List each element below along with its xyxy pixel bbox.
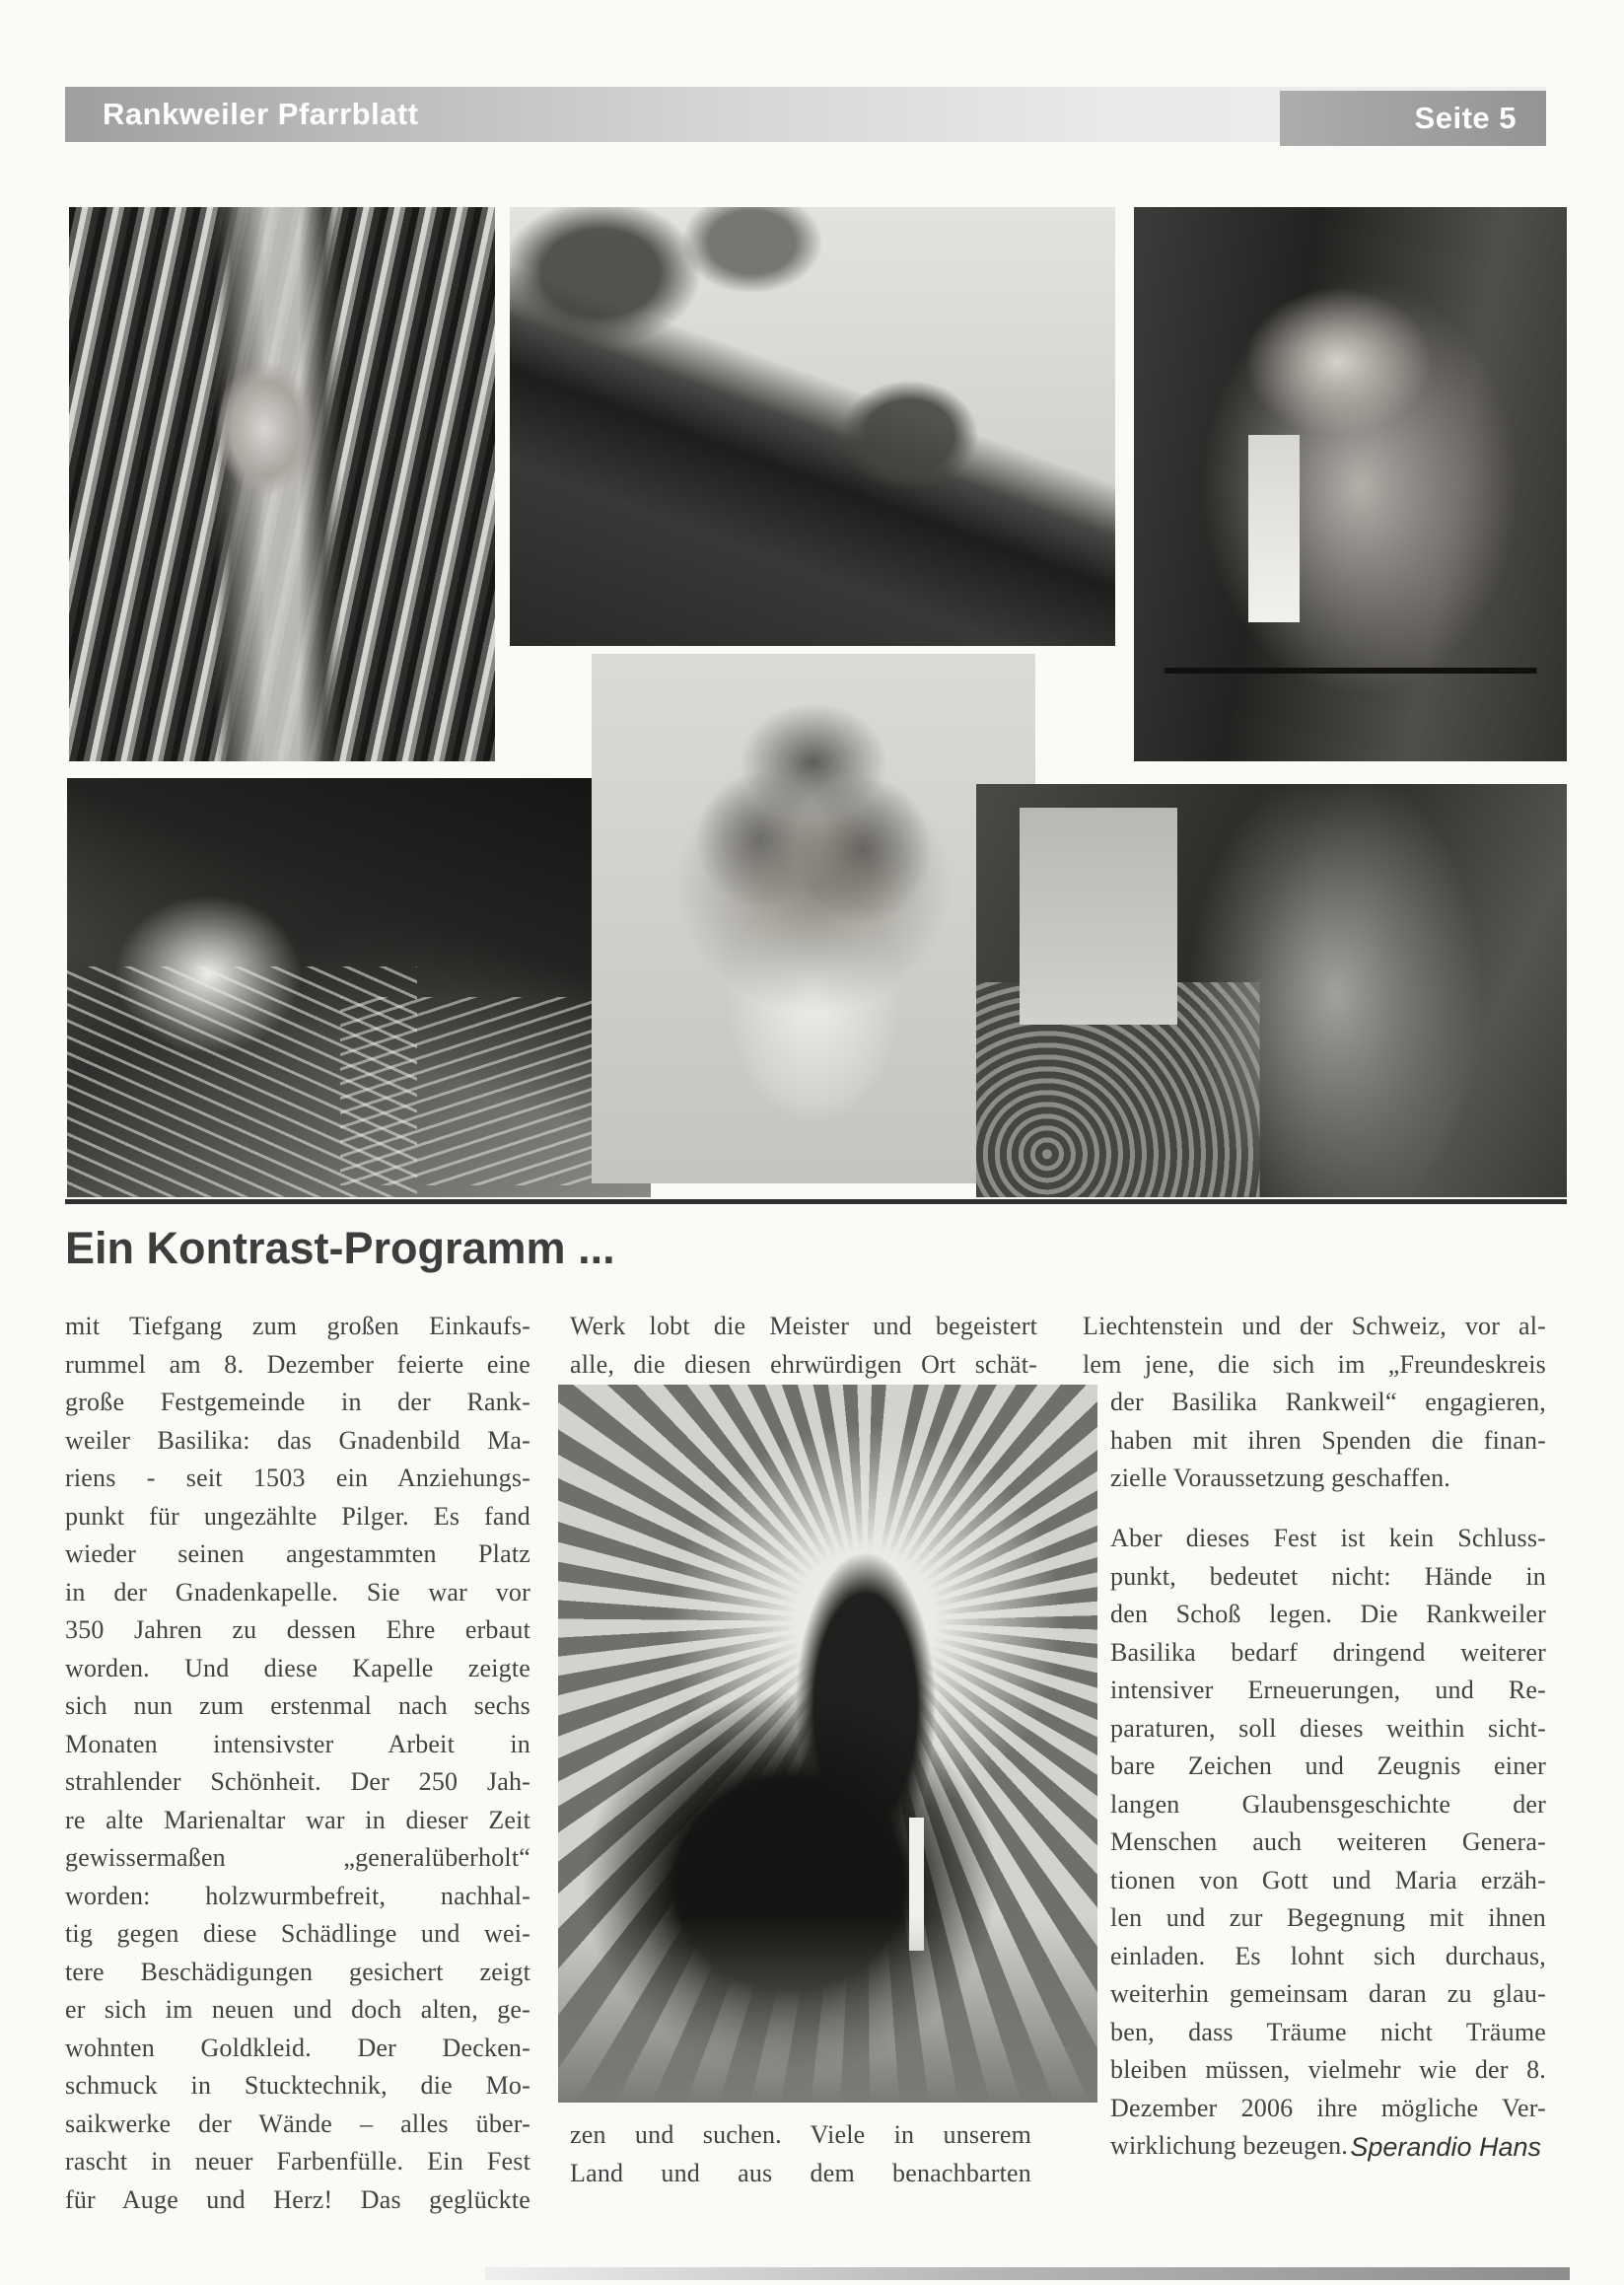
text-line: tionen von Gott und Maria erzäh- — [1110, 1865, 1546, 1894]
photo-restorer-man — [976, 784, 1567, 1197]
text-line: re alte Marienaltar war in dieser Zeit — [65, 1805, 530, 1834]
text-line: strahlender Schönheit. Der 250 Jah- — [65, 1767, 530, 1796]
photo-material-baskets — [67, 778, 651, 1197]
text-line: 350 Jahren zu dessen Ehre erbaut — [65, 1615, 530, 1644]
text-line: bare Zeichen und Zeugnis einer — [1110, 1751, 1546, 1780]
text-line: Monaten intensivster Arbeit in — [65, 1729, 530, 1758]
text-line: zen und suchen. Viele in unserem — [570, 2120, 1031, 2149]
text-line: rummel am 8. Dezember feierte eine — [65, 1349, 530, 1379]
text-line: rascht in neuer Farbenfülle. Ein Fest — [65, 2147, 530, 2176]
footer-bar — [485, 2267, 1570, 2280]
text-line: Liechtenstein und der Schweiz, vor al- — [1083, 1312, 1546, 1340]
text-line: schmuck in Stucktechnik, die Mo- — [65, 2071, 530, 2100]
text-line: mit Tiefgang zum großen Einkaufs- — [65, 1312, 530, 1340]
text-line: punkt für ungezählte Pilger. Es fand — [65, 1501, 530, 1531]
article-column-2-top — [570, 1308, 1037, 1384]
text-line: er sich im neuen und doch alten, ge- — [65, 1995, 530, 2024]
article-column-1 — [65, 1308, 530, 2219]
text-line: einladen. Es lohnt sich durchaus, — [1110, 1941, 1546, 1970]
text-line: weiler Basilika: das Gnadenbild Ma- — [65, 1425, 530, 1455]
collage-bottom-rule — [65, 1199, 1567, 1204]
article-column-3-paragraph-2 — [1110, 1520, 1546, 2166]
text-line: der Basilika Rankweil“ engagieren, — [1110, 1388, 1546, 1416]
text-line: wohnten Goldkleid. Der Decken- — [65, 2033, 530, 2062]
text-line: paraturen, soll dieses weithin sicht- — [1110, 1713, 1546, 1743]
article-column-2-bottom — [570, 2116, 1031, 2192]
text-line: sich nun zum erstenmal nach sechs — [65, 1691, 530, 1720]
text-line: punkt, bedeutet nicht: Hände in — [1110, 1561, 1546, 1591]
photo-restorer-woman — [1134, 207, 1567, 761]
text-line: große Festgemeinde in der Rank- — [65, 1388, 530, 1416]
text-line: langen Glaubensgeschichte der — [1110, 1789, 1546, 1819]
photo-madonna-altar — [558, 1385, 1097, 2103]
text-line: haben mit ihren Spenden die finan- — [1110, 1425, 1546, 1455]
text-line: bleiben müssen, vielmehr wie der 8. — [1110, 2055, 1546, 2084]
text-line: ben, dass Träume nicht Träume — [1110, 2017, 1546, 2046]
photo-altar-pediment — [510, 207, 1115, 646]
article-column-3-paragraph-1 — [1083, 1308, 1546, 1498]
text-line: lem jene, die sich im „Freundeskreis — [1083, 1349, 1546, 1379]
text-line: alle, die diesen ehrwürdigen Ort schät- — [570, 1349, 1037, 1379]
text-line: wieder seinen angestammten Platz — [65, 1539, 530, 1568]
text-line: Land und aus dem benachbarten — [570, 2158, 1031, 2187]
text-line: saikwerke der Wände – alles über- — [65, 2108, 530, 2138]
text-line: Menschen auch weiteren Genera- — [1110, 1827, 1546, 1856]
article-headline: Ein Kontrast-Programm ... — [65, 1223, 615, 1273]
text-line: tig gegen diese Schädlinge und wei- — [65, 1919, 530, 1948]
page-number-badge: Seite 5 — [1280, 91, 1546, 146]
text-line: in der Gnadenkapelle. Sie war vor — [65, 1577, 530, 1607]
text-line: len und zur Begegnung mit ihnen — [1110, 1903, 1546, 1932]
text-line: für Auge und Herz! Das geglückte — [65, 2184, 530, 2214]
text-line: zielle Voraussetzung geschaffen. — [1110, 1464, 1451, 1492]
newsletter-title: Rankweiler Pfarrblatt — [103, 97, 419, 131]
text-line: riens - seit 1503 ein Anziehungs- — [65, 1464, 530, 1492]
text-line: weiterhin gemeinsam daran zu glau- — [1110, 1979, 1546, 2008]
text-line: intensiver Erneuerungen, und Re- — [1110, 1676, 1546, 1704]
photo-stucco-vase — [592, 654, 1035, 1183]
text-line: den Schoß legen. Die Rankweiler — [1110, 1600, 1546, 1628]
text-line: worden. Und diese Kapelle zeigte — [65, 1653, 530, 1682]
photo-organ-angel — [69, 207, 495, 761]
byline: Sperandio Hans — [1350, 2132, 1541, 2162]
text-line: tere Beschädigungen gesichert zeigt — [65, 1957, 530, 1986]
text-line: gewissermaßen „generalüberholt“ — [65, 1843, 530, 1872]
header-bar — [65, 87, 1546, 142]
text-line: Basilika bedarf dringend weiterer — [1110, 1637, 1546, 1667]
text-line: Dezember 2006 ihre mögliche Ver- — [1110, 2093, 1546, 2122]
text-line: worden: holzwurmbefreit, nachhal- — [65, 1881, 530, 1910]
text-line: wirklichung bezeugen. — [1110, 2131, 1349, 2160]
text-line: Aber dieses Fest ist kein Schluss- — [1110, 1524, 1546, 1552]
text-line: Werk lobt die Meister und begeistert — [570, 1312, 1037, 1340]
